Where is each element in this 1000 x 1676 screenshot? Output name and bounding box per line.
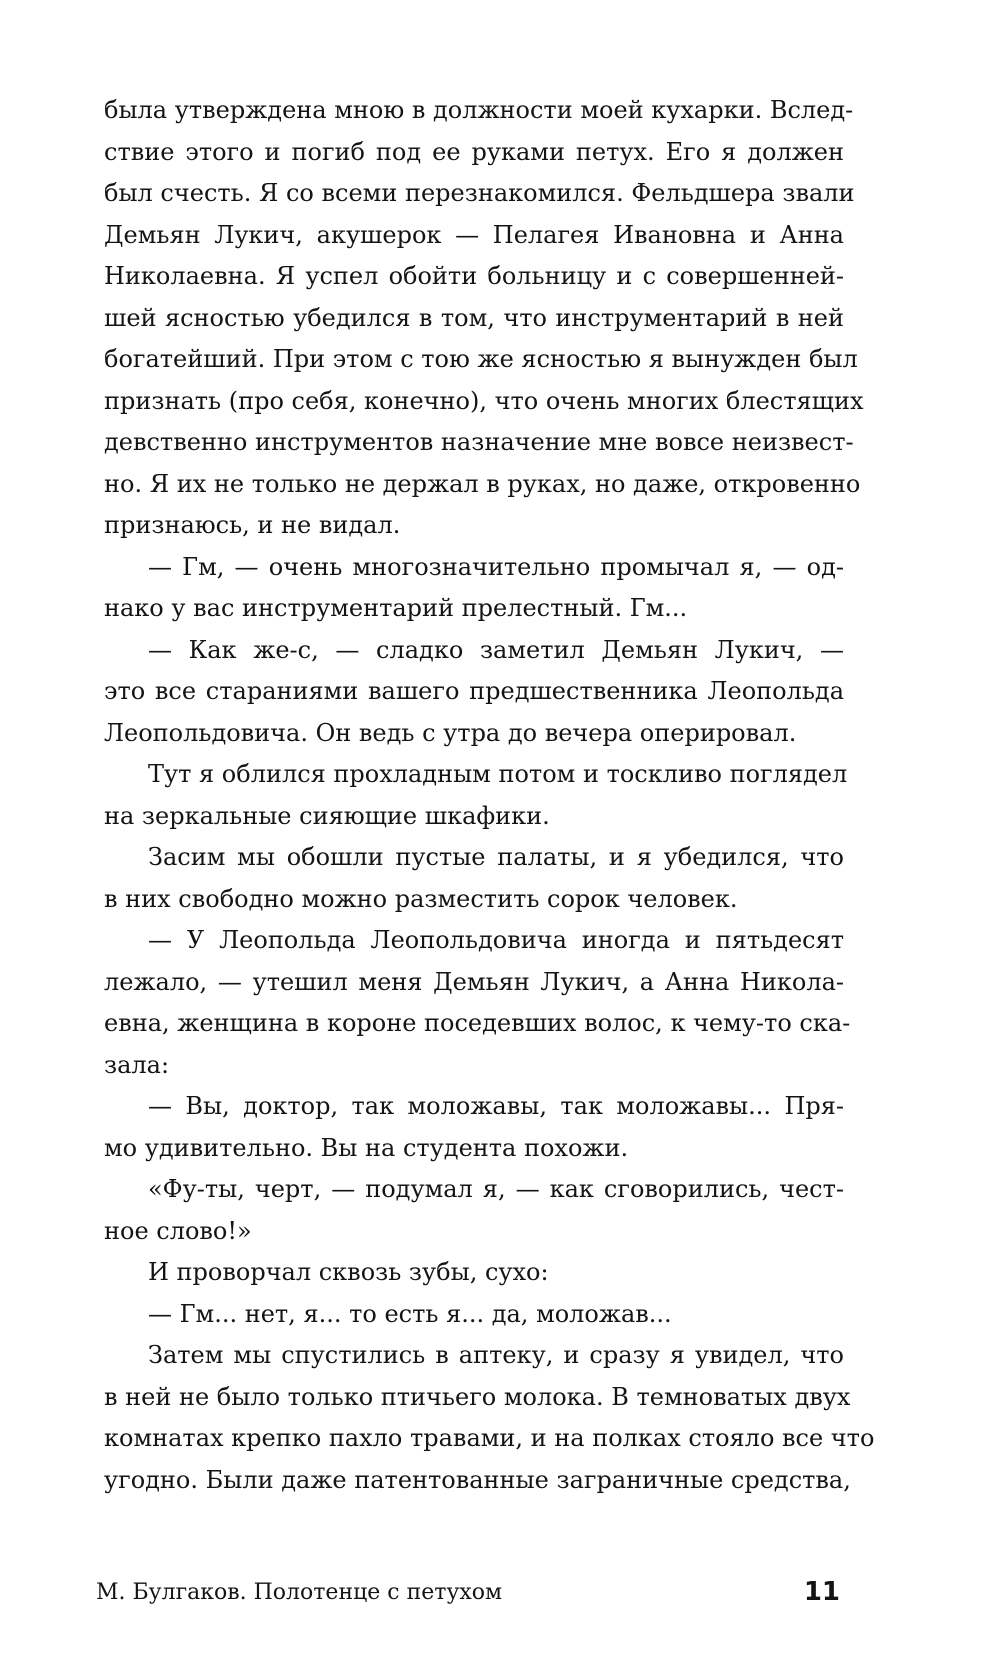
text-line: И проворчал сквозь зубы, сухо: bbox=[148, 1258, 549, 1286]
text-line: в ней не было только птичьего молока. В темноватых двух bbox=[104, 1382, 851, 1411]
text-line: Затем мы спустились в аптеку, и сразу я увидел, что bbox=[148, 1341, 844, 1369]
text-line: признаюсь, и не видал. bbox=[104, 511, 401, 539]
text-line: мо удивительно. Вы на студента похожи. bbox=[104, 1133, 629, 1162]
text-line: — Вы, доктор, так моложавы, так моложавы... Пря- bbox=[148, 1092, 844, 1120]
text-line: это все стараниями вашего предшественника Леопольда bbox=[104, 677, 844, 705]
text-line: но. Я их не только не держал в руках, но даже, откровенно bbox=[104, 469, 861, 498]
text-line: «Фу-ты, черт, — подумал я, — как сговорились, чест- bbox=[148, 1175, 844, 1203]
text-line: зала: bbox=[104, 1050, 170, 1079]
text-line: Засим мы обошли пустые палаты, и я убедился, что bbox=[148, 843, 844, 871]
text-line: комнатах крепко пахло травами, и на полках стояло все что bbox=[104, 1424, 875, 1452]
text-line: была утверждена мною в должности моей кухарки. Вслед- bbox=[104, 96, 854, 124]
text-line: в них свободно можно разместить сорок человек. bbox=[104, 884, 738, 913]
page-footer bbox=[96, 1572, 840, 1612]
running-footer-title: М. Булгаков. Полотенце с петухом bbox=[96, 1579, 503, 1605]
text-line: Леопольдовича. Он ведь с утра до вечера оперировал. bbox=[104, 718, 797, 747]
text-line: ствие этого и погиб под ее руками петух. Его я должен bbox=[104, 137, 844, 166]
page-body-text bbox=[104, 90, 875, 1501]
page-number: 11 bbox=[803, 1577, 840, 1607]
text-line: девственно инструментов назначение мне вовсе неизвест- bbox=[104, 428, 854, 456]
text-line: — Гм... нет, я... то есть я... да, моложав... bbox=[148, 1299, 672, 1328]
text-line: Демьян Лукич, акушерок — Пелагея Ивановна и Анна bbox=[104, 220, 844, 249]
text-line: угодно. Были даже патентованные заграничные средства, bbox=[104, 1465, 851, 1494]
text-line: Тут я облился прохладным потом и тоскливо поглядел bbox=[148, 760, 848, 788]
text-line: — У Леопольда Леопольдовича иногда и пятьдесят bbox=[148, 926, 844, 954]
text-line: шей ясностью убедился в том, что инструментарий в ней bbox=[104, 303, 844, 332]
text-line: — Как же-с, — сладко заметил Демьян Лукич, — bbox=[148, 635, 844, 664]
text-line: богатейший. При этом с тою же ясностью я вынужден был bbox=[104, 345, 858, 373]
text-line: — Гм, — очень многозначительно промычал я, — од- bbox=[148, 552, 844, 581]
text-line: евна, женщина в короне поседевших волос, к чему-то ска- bbox=[104, 1009, 851, 1037]
text-line: ное слово!» bbox=[104, 1216, 252, 1245]
text-line: был счесть. Я со всеми перезнакомился. Фельдшера звали bbox=[104, 179, 855, 207]
text-line: нако у вас инструментарий прелестный. Гм... bbox=[104, 594, 688, 622]
text-line: признать (про себя, конечно), что очень многих блестящих bbox=[104, 386, 864, 415]
text-line: Николаевна. Я успел обойти больницу и с совершенней- bbox=[104, 262, 844, 290]
text-line: на зеркальные сияющие шкафики. bbox=[104, 801, 550, 830]
text-line: лежало, — утешил меня Демьян Лукич, а Анна Никола- bbox=[104, 967, 844, 996]
